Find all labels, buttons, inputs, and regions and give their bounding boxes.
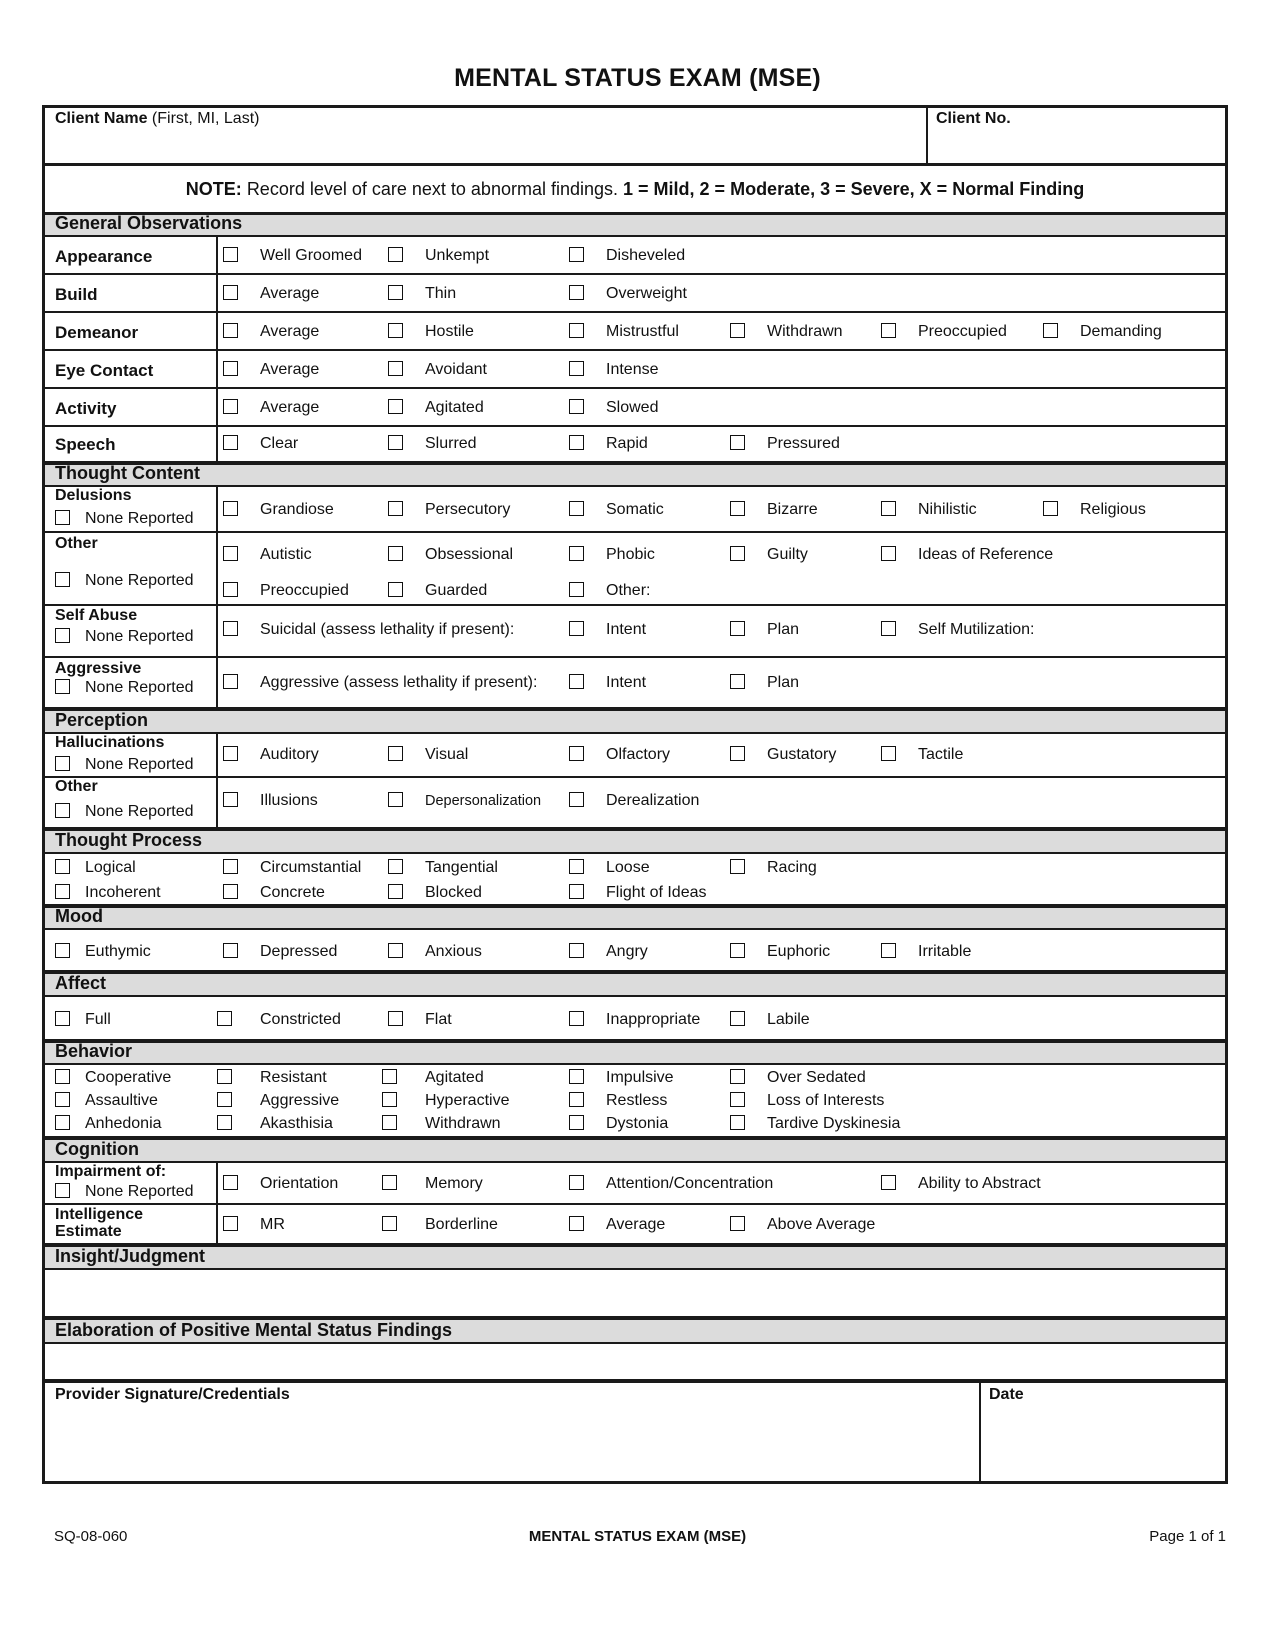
option-label: Hyperactive — [425, 1092, 510, 1109]
checkbox[interactable] — [223, 435, 238, 450]
row-label — [55, 1206, 143, 1240]
eye-contact-row — [45, 351, 1225, 389]
option-label: Plan — [767, 621, 800, 638]
section-perception — [45, 711, 1225, 734]
option-label: Euphoric — [767, 943, 831, 960]
option-label: Blocked — [425, 884, 482, 901]
option-label: Ideas of Reference — [918, 546, 1054, 563]
signature-divider — [979, 1383, 981, 1481]
section-title: Thought Process — [55, 830, 203, 850]
option-label: Dystonia — [606, 1115, 669, 1132]
checkbox[interactable] — [569, 1115, 584, 1130]
option-label: Average — [260, 361, 320, 378]
checkbox[interactable] — [55, 943, 70, 958]
column-divider — [216, 487, 218, 531]
checkbox[interactable] — [730, 1092, 745, 1107]
option-label: Attention/Concentration — [606, 1175, 774, 1192]
mse-form — [42, 105, 1228, 1484]
checkbox[interactable] — [55, 1011, 70, 1026]
checkbox[interactable] — [569, 859, 584, 874]
option-label: Anxious — [425, 943, 482, 960]
option-label: Loose — [606, 859, 650, 876]
option-label: Illusions — [260, 792, 318, 809]
checkbox[interactable] — [55, 803, 70, 818]
section-general-observations — [45, 215, 1225, 237]
form-code: SQ-08-060 — [54, 1528, 128, 1545]
row-label: Build — [55, 285, 98, 304]
option-label: Racing — [767, 859, 817, 876]
checkbox[interactable] — [730, 1011, 745, 1026]
row-label: Demeanor — [55, 323, 139, 342]
date-field[interactable]: Date — [989, 1386, 1024, 1403]
column-divider — [216, 351, 218, 387]
option-label: Clear — [260, 435, 299, 452]
checkbox[interactable] — [217, 1069, 232, 1084]
checkbox[interactable] — [881, 323, 896, 338]
option-label: Grandiose — [260, 501, 334, 518]
checkbox[interactable] — [730, 621, 745, 636]
checkbox[interactable] — [569, 435, 584, 450]
checkbox[interactable] — [881, 1175, 896, 1190]
checkbox[interactable] — [569, 399, 584, 414]
column-divider — [216, 658, 218, 707]
checkbox[interactable] — [55, 884, 70, 899]
option-label: Labile — [767, 1011, 810, 1028]
column-divider — [216, 1163, 218, 1203]
delusions-row — [45, 487, 1225, 533]
option-label: Intent — [606, 674, 647, 691]
section-mood — [45, 908, 1225, 930]
option-label: Constricted — [260, 1011, 341, 1028]
option-label: Impulsive — [606, 1069, 674, 1086]
row-label: Aggressive — [55, 660, 142, 677]
page-number: Page 1 of 1 — [1149, 1528, 1226, 1545]
row-label: Other — [55, 535, 98, 552]
column-divider — [216, 533, 218, 604]
speech-row — [45, 427, 1225, 465]
option-label: Agitated — [425, 399, 484, 416]
option-label: Visual — [425, 746, 469, 763]
aggressive-row — [45, 658, 1225, 711]
checkbox[interactable] — [569, 746, 584, 761]
checkbox[interactable] — [388, 546, 403, 561]
option-label: None Reported — [85, 572, 194, 589]
option-label: Incoherent — [85, 884, 161, 901]
option-label: Anhedonia — [85, 1115, 162, 1132]
option-label: Depressed — [260, 943, 338, 960]
impairment-row — [45, 1163, 1225, 1205]
appearance-row — [45, 237, 1225, 275]
elaboration-field[interactable] — [45, 1344, 1225, 1383]
checkbox[interactable] — [730, 546, 745, 561]
signature-row — [45, 1383, 1225, 1481]
checkbox[interactable] — [388, 247, 403, 262]
provider-signature-field[interactable]: Provider Signature/Credentials — [55, 1386, 290, 1403]
checkbox[interactable] — [223, 621, 238, 636]
checkbox[interactable] — [55, 859, 70, 874]
option-label: None Reported — [85, 756, 194, 773]
row-label: Impairment of: — [55, 1163, 167, 1180]
checkbox[interactable] — [881, 621, 896, 636]
checkbox[interactable] — [881, 943, 896, 958]
footer-title: MENTAL STATUS EXAM (MSE) — [528, 1528, 747, 1545]
page-title: MENTAL STATUS EXAM (MSE) — [454, 64, 821, 92]
checkbox[interactable] — [1043, 501, 1058, 516]
option-label: Ability to Abstract — [918, 1175, 1041, 1192]
option-label: Aggressive (assess lethality if present): — [260, 674, 538, 691]
checkbox[interactable] — [881, 746, 896, 761]
option-label: Euthymic — [85, 943, 151, 960]
option-label: Rapid — [606, 435, 648, 452]
option-label: Intent — [606, 621, 647, 638]
option-label: Average — [260, 285, 320, 302]
checkbox[interactable] — [217, 1011, 232, 1026]
checkbox[interactable] — [569, 247, 584, 262]
checkbox[interactable] — [223, 1216, 238, 1231]
column-divider — [216, 778, 218, 827]
option-label: Slurred — [425, 435, 477, 452]
checkbox[interactable] — [55, 1092, 70, 1107]
option-label: Withdrawn — [425, 1115, 501, 1132]
checkbox[interactable] — [55, 756, 70, 771]
option-label: None Reported — [85, 628, 194, 645]
checkbox[interactable] — [569, 501, 584, 516]
note-text — [45, 179, 1225, 200]
option-label: Suicidal (assess lethality if present): — [260, 621, 515, 638]
self-abuse-row — [45, 606, 1225, 658]
section-title: Perception — [55, 710, 149, 730]
checkbox[interactable] — [569, 361, 584, 376]
thought-process-row — [45, 854, 1225, 908]
column-divider — [216, 606, 218, 656]
option-label: Avoidant — [425, 361, 487, 378]
checkbox[interactable] — [223, 859, 238, 874]
option-label: Aggressive — [260, 1092, 340, 1109]
checkbox[interactable] — [569, 582, 584, 597]
column-divider — [216, 389, 218, 425]
option-label: Plan — [767, 674, 800, 691]
thought-other-row — [45, 533, 1225, 606]
client-name-field[interactable] — [55, 110, 259, 128]
checkbox[interactable] — [388, 323, 403, 338]
estimate-label: Estimate — [55, 1223, 122, 1240]
section-title: Elaboration of Positive Mental Status Findings — [55, 1320, 453, 1340]
checkbox[interactable] — [223, 361, 238, 376]
checkbox[interactable] — [55, 510, 70, 525]
option-label: Obsessional — [425, 546, 514, 563]
checkbox[interactable] — [55, 1115, 70, 1130]
checkbox[interactable] — [569, 285, 584, 300]
checkbox[interactable] — [382, 1092, 397, 1107]
checkbox[interactable] — [223, 285, 238, 300]
checkbox[interactable] — [730, 323, 745, 338]
option-label: Self Mutilization: — [918, 621, 1035, 638]
checkbox[interactable] — [55, 679, 70, 694]
row-label: Speech — [55, 435, 116, 454]
checkbox[interactable] — [730, 1216, 745, 1231]
option-label: None Reported — [85, 679, 194, 696]
checkbox[interactable] — [730, 1115, 745, 1130]
option-label: Flight of Ideas — [606, 884, 707, 901]
option-label: Loss of Interests — [767, 1092, 885, 1109]
checkbox[interactable] — [569, 1069, 584, 1084]
checkbox[interactable] — [223, 323, 238, 338]
option-label: MR — [260, 1216, 285, 1233]
option-label: Well Groomed — [260, 247, 362, 264]
option-label: Depersonalization — [425, 793, 542, 809]
option-label: Inappropriate — [606, 1011, 701, 1028]
checkbox[interactable] — [569, 792, 584, 807]
section-thought-process — [45, 831, 1225, 854]
section-affect — [45, 974, 1225, 997]
section-title: Affect — [55, 973, 107, 993]
option-label: Nihilistic — [918, 501, 977, 518]
option-label: Resistant — [260, 1069, 327, 1086]
section-title: Mood — [55, 906, 103, 926]
row-label: Self Abuse — [55, 607, 138, 624]
checkbox[interactable] — [388, 792, 403, 807]
client-name-hint: (First, MI, Last) — [151, 110, 260, 127]
option-label: Angry — [606, 943, 648, 960]
checkbox[interactable] — [223, 746, 238, 761]
section-insight-judgment — [45, 1247, 1225, 1270]
checkbox[interactable] — [1043, 323, 1058, 338]
checkbox[interactable] — [223, 1175, 238, 1190]
checkbox[interactable] — [388, 399, 403, 414]
option-label: Full — [85, 1011, 111, 1028]
option-label: Withdrawn — [767, 323, 843, 340]
option-label: Persecutory — [425, 501, 511, 518]
note-prefix: NOTE: — [185, 179, 242, 199]
option-label: None Reported — [85, 803, 194, 820]
checkbox[interactable] — [382, 1069, 397, 1084]
checkbox[interactable] — [223, 582, 238, 597]
option-label: Average — [606, 1216, 666, 1233]
option-label: Pressured — [767, 435, 840, 452]
checkbox[interactable] — [223, 674, 238, 689]
client-info-row — [45, 108, 1225, 166]
checkbox[interactable] — [569, 323, 584, 338]
option-label: Tardive Dyskinesia — [767, 1115, 901, 1132]
row-label: Appearance — [55, 247, 153, 266]
option-label: Religious — [1080, 501, 1146, 518]
checkbox[interactable] — [569, 884, 584, 899]
checkbox[interactable] — [223, 792, 238, 807]
checkbox[interactable] — [223, 501, 238, 516]
option-label: None Reported — [85, 1183, 194, 1200]
option-label: Tangential — [425, 859, 498, 876]
client-divider — [926, 108, 928, 163]
note-row — [45, 166, 1225, 215]
row-label: Delusions — [55, 487, 132, 504]
checkbox[interactable] — [223, 884, 238, 899]
option-label: Autistic — [260, 546, 312, 563]
row-label: Hallucinations — [55, 734, 165, 751]
option-label: Thin — [425, 285, 457, 302]
checkbox[interactable] — [388, 1011, 403, 1026]
option-label: Restless — [606, 1092, 668, 1109]
option-label: Demanding — [1080, 323, 1162, 340]
demeanor-row — [45, 313, 1225, 351]
checkbox[interactable] — [55, 628, 70, 643]
row-label: Other — [55, 778, 98, 795]
option-label: Disheveled — [606, 247, 686, 264]
build-row — [45, 275, 1225, 313]
checkbox[interactable] — [382, 1175, 397, 1190]
option-label: Derealization — [606, 792, 700, 809]
intelligence-row — [45, 1205, 1225, 1247]
option-label: Mistrustful — [606, 323, 679, 340]
option-label: Flat — [425, 1011, 452, 1028]
checkbox[interactable] — [388, 285, 403, 300]
option-label: Average — [260, 399, 320, 416]
option-label: Auditory — [260, 746, 319, 763]
checkbox[interactable] — [223, 546, 238, 561]
checkbox[interactable] — [569, 1092, 584, 1107]
hallucinations-row — [45, 734, 1225, 778]
activity-row — [45, 389, 1225, 427]
section-elaboration — [45, 1320, 1225, 1344]
insight-judgment-field[interactable] — [45, 1270, 1225, 1320]
row-label: Activity — [55, 399, 117, 418]
option-label: Guilty — [767, 546, 808, 563]
option-label: Preoccupied — [918, 323, 1007, 340]
section-title: Behavior — [55, 1041, 133, 1061]
option-label: Bizarre — [767, 501, 818, 518]
behavior-row — [45, 1065, 1225, 1140]
checkbox[interactable] — [382, 1115, 397, 1130]
checkbox[interactable] — [55, 572, 70, 587]
checkbox[interactable] — [388, 361, 403, 376]
checkbox[interactable] — [55, 1069, 70, 1084]
option-label: None Reported — [85, 510, 194, 527]
section-title: General Observations — [55, 213, 243, 233]
option-label: Cooperative — [85, 1069, 172, 1086]
checkbox[interactable] — [217, 1092, 232, 1107]
checkbox[interactable] — [569, 1216, 584, 1231]
option-label: Olfactory — [606, 746, 671, 763]
option-label: Hostile — [425, 323, 474, 340]
column-divider — [216, 427, 218, 461]
checkbox[interactable] — [730, 746, 745, 761]
option-label: Memory — [425, 1175, 483, 1192]
checkbox[interactable] — [223, 943, 238, 958]
column-divider — [216, 1205, 218, 1243]
checkbox[interactable] — [388, 435, 403, 450]
option-label: Logical — [85, 859, 136, 876]
checkbox[interactable] — [388, 884, 403, 899]
checkbox[interactable] — [730, 435, 745, 450]
option-label: Over Sedated — [767, 1069, 866, 1086]
column-divider — [216, 313, 218, 349]
option-label: Other: — [606, 582, 651, 599]
checkbox[interactable] — [569, 546, 584, 561]
option-label: Preoccupied — [260, 582, 349, 599]
option-label: Orientation — [260, 1175, 339, 1192]
checkbox[interactable] — [217, 1115, 232, 1130]
option-label: Intense — [606, 361, 659, 378]
checkbox[interactable] — [569, 674, 584, 689]
option-label: Borderline — [425, 1216, 498, 1233]
column-divider — [216, 275, 218, 311]
option-label: Slowed — [606, 399, 659, 416]
note-scale: 1 = Mild, 2 = Moderate, 3 = Severe, X = Normal Finding — [623, 179, 1085, 199]
row-label: Eye Contact — [55, 361, 154, 380]
checkbox[interactable] — [730, 674, 745, 689]
option-label: Gustatory — [767, 746, 837, 763]
checkbox[interactable] — [881, 546, 896, 561]
checkbox[interactable] — [388, 746, 403, 761]
checkbox[interactable] — [388, 582, 403, 597]
client-no-field[interactable]: Client No. — [936, 110, 1011, 127]
option-label: Akasthisia — [260, 1115, 333, 1132]
checkbox[interactable] — [881, 501, 896, 516]
affect-row — [45, 997, 1225, 1043]
checkbox[interactable] — [55, 1183, 70, 1198]
option-label: Guarded — [425, 582, 488, 599]
option-label: Tactile — [918, 746, 964, 763]
column-divider — [216, 237, 218, 273]
checkbox[interactable] — [382, 1216, 397, 1231]
section-title: Insight/Judgment — [55, 1246, 205, 1266]
option-label: Unkempt — [425, 247, 490, 264]
column-divider — [216, 734, 218, 776]
checkbox[interactable] — [569, 1011, 584, 1026]
checkbox[interactable] — [730, 859, 745, 874]
checkbox[interactable] — [223, 247, 238, 262]
option-label: Phobic — [606, 546, 655, 563]
checkbox[interactable] — [730, 501, 745, 516]
section-thought-content — [45, 465, 1225, 487]
checkbox[interactable] — [388, 859, 403, 874]
note-body: Record level of care next to abnormal findings. — [246, 179, 619, 199]
checkbox[interactable] — [730, 943, 745, 958]
section-behavior — [45, 1043, 1225, 1065]
option-label: Irritable — [918, 943, 972, 960]
checkbox[interactable] — [569, 943, 584, 958]
checkbox[interactable] — [223, 399, 238, 414]
perception-other-row — [45, 778, 1225, 831]
client-name-label: Client Name — [55, 110, 148, 127]
option-label: Average — [260, 323, 320, 340]
option-label: Above Average — [767, 1216, 876, 1233]
option-label: Overweight — [606, 285, 687, 302]
section-title: Thought Content — [55, 463, 200, 483]
checkbox[interactable] — [569, 621, 584, 636]
intelligence-label: Intelligence — [55, 1206, 144, 1223]
mood-row — [45, 930, 1225, 974]
checkbox[interactable] — [388, 501, 403, 516]
option-label: Assaultive — [85, 1092, 158, 1109]
option-label: Concrete — [260, 884, 325, 901]
option-label: Agitated — [425, 1069, 484, 1086]
section-title: Cognition — [55, 1139, 139, 1159]
section-cognition — [45, 1140, 1225, 1163]
checkbox[interactable] — [730, 1069, 745, 1084]
checkbox[interactable] — [569, 1175, 584, 1190]
option-label: Somatic — [606, 501, 664, 518]
option-label: Circumstantial — [260, 859, 362, 876]
checkbox[interactable] — [388, 943, 403, 958]
